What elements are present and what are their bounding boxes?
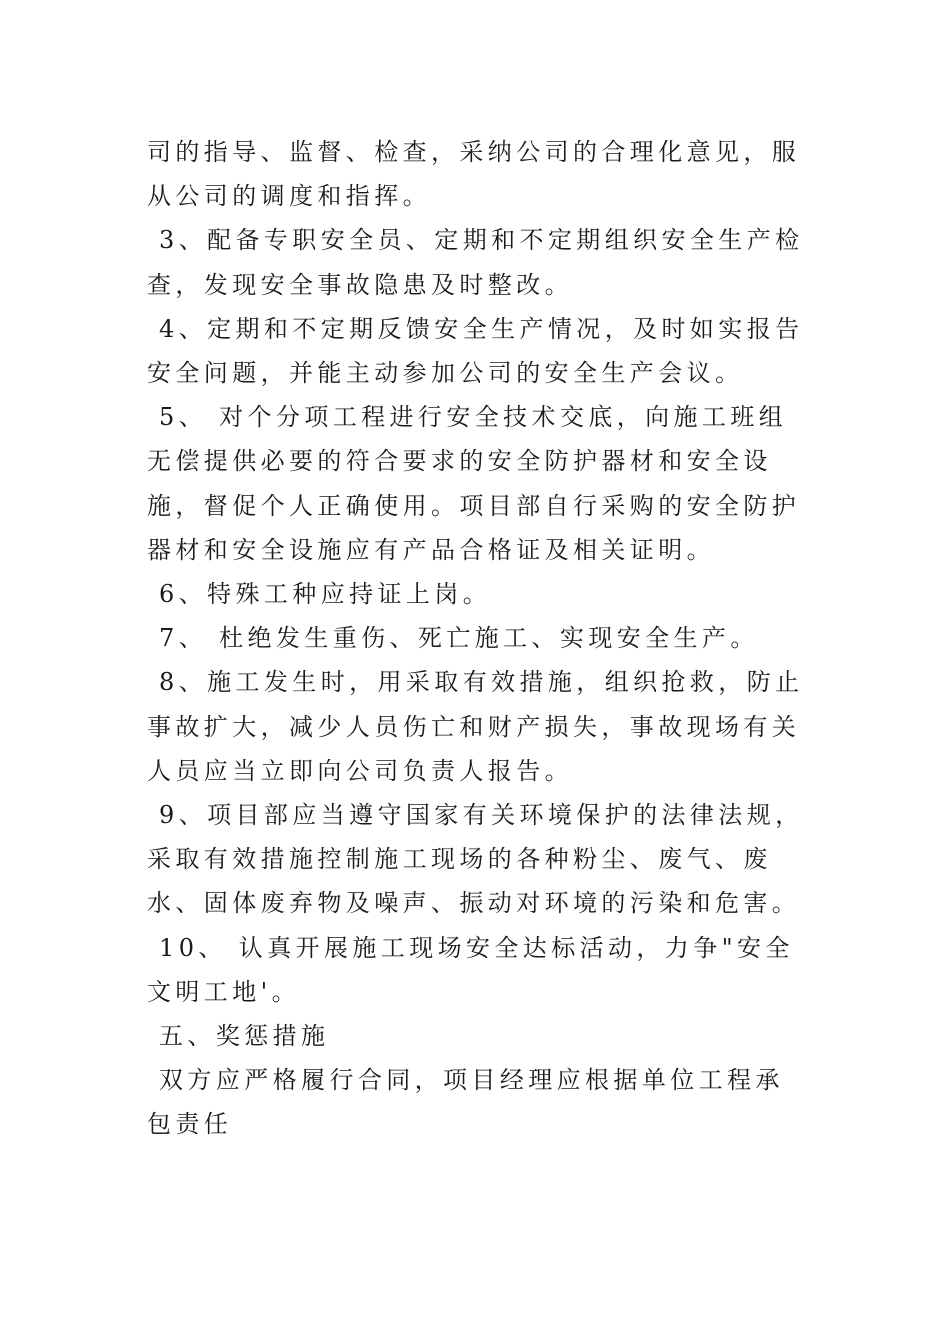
paragraph-item-3: 3、配备专职安全员、定期和不定期组织安全生产检查，发现安全事故隐患及时整改。 [147,226,804,299]
paragraph-item-5: 5、 对个分项工程进行安全技术交底，向施工班组无偿提供必要的符合要求的安全防护器材和安全设施，督促个人正确使用。项目部自行采购的安全防护器材和安全设施应有产品合格证及相关证明。 [147,403,801,564]
section-heading: 五、奖惩措施 [147,1022,330,1051]
paragraph-item-7: 7、 杜绝发生重伤、死亡施工、实现安全生产。 [147,624,759,653]
paragraph-item-9: 9、项目部应当遵守国家有关环境保护的法律法规，采取有效措施控制施工现场的各种粉尘、废气、废水、固体废弃物及噪声、振动对环境的污染和危害。 [147,801,804,918]
paragraph-item-10: 10、 认真开展施工现场安全达标活动，力争"安全文明工地'。 [147,933,794,1006]
paragraph-section-body: 双方应严格履行合同，项目经理应根据单位工程承包责任 [147,1066,784,1139]
paragraph-continuation: 司的指导、监督、检查，采纳公司的合理化意见，服从公司的调度和指挥。 [147,138,801,211]
document-body [147,130,812,1147]
paragraph-item-4: 4、定期和不定期反馈安全生产情况，及时如实报告安全问题，并能主动参加公司的安全生产会议。 [147,314,804,388]
paragraph-item-8: 8、施工发生时，用采取有效措施，组织抢救，防止事故扩大，减少人员伤亡和财产损失，事故现场有关人员应当立即向公司负责人报告。 [147,668,804,785]
paragraph-item-6: 6、特殊工种应持证上岗。 [147,580,492,609]
